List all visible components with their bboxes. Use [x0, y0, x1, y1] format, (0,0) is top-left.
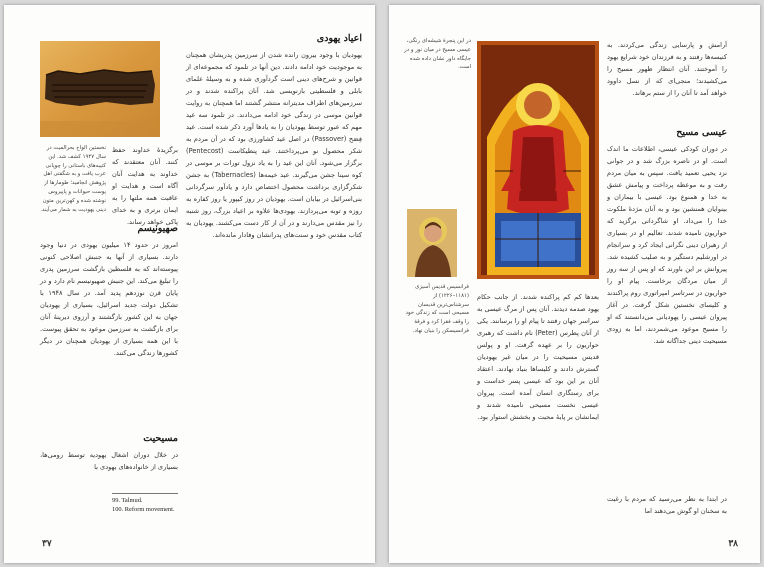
- bottom-text: در ابتدا به نظر می‌رسید که مردم با رغبت به سخنان او گوش می‌دهند اما: [607, 495, 727, 515]
- left-page: [4, 5, 375, 563]
- lower-text: بعدها کم کم پراکنده شدند. از جانب حکام یهود صدمه دیدند. آنان پس از مرگ عیسی به سراسر جهان رفتند تا پیام او را برسانند. یکی از آنان پطرس (Peter) نام داشت که رهبری حواریون را بر عهده گرفت. او و پولس قدیس مسیحیت را در میان غیر یهودیان گسترش دادند و کلیساها بنیاد نهادند. اعتقاد آنان بر این بود که عیسی پسر خداست و برای رستگاری انسان آمده است. پیروان عیسی نخست مسیحی نامیده شدند و ایمانشان بر پایهٔ محبت و بخشش استوار بود.: [477, 293, 600, 421]
- jewish-holidays-heading: اعیاد یهودی: [316, 33, 362, 44]
- top-text: آرامش و پارسایی زندگی می‌کردند. به کنیسه‌ها رفتند و به فرزندان خود شرایع یهود را آموختند. آنان انتظار ظهور مسیح را می‌کشیدند؛ منجی‌ای که از نسل داوود خواهد آمد تا آنان را از ستم برهاند.: [607, 41, 727, 97]
- page-number: ۳۷: [42, 539, 52, 549]
- footnote-rule: [112, 493, 178, 494]
- zionism-text: امروز در حدود ۱۴ میلیون یهودی در دنیا وجود دارند. بسیاری از آنها به جنبش اصلاحی کنونی پیوسته‌اند که به فلسطین بازگشت سرزمین پدری را تبلیغ می‌کند. این جنبش صهیونیسم نام دارد و در پایان قرن نوزدهم پدید آمد. در سال ۱۹۴۸ با تشکیل دولت جدید اسرائیل، بسیاری از یهودیان جهان به این کشور بازگشتند و آرزوی دیرینهٔ آنان برای بازگشت به سرزمین موعود به تحقق پیوست. با این همه بسیاری از یهودیان همچنان در دیگر کشورها زندگی می‌کنند.: [40, 241, 179, 357]
- scroll-illustration: [40, 41, 160, 137]
- jesus-heading: عیسی مسیح: [676, 127, 727, 138]
- dead-sea-scroll-image: [40, 41, 160, 137]
- jewish-holidays-text: یهودیان با وجود بیرون رانده شدن از سرزمین پدریشان همچنان به موجودیت خود ادامه دادند. دین آنها در تلمود که مجموعه‌ای از قوانین و شرح‌های دینی است گردآوری شده و به وسیلهٔ علمای بابلی و فلسطینی بازنویسی شد. آنان پراکنده شدند و در سرزمین‌های اطراف مدیترانه منتشر گشتند اما همچنان به روایت قوانین موسی در زندگی خود ادامه می‌دادند. در تلمود سه عید مهم که عبور توسط یهودیان را به یادها آورد ذکر شده است. عید فِصَح (Passover) در اصل عید کشاورزی بود که در آن مردم به شکر محصول نو می‌پرداختند. عید پنطیکاست (Pentecost) برگزار می‌شود. آنان این عید را به یاد نزول تورات بر موسی در کوه سینا جشن می‌گیرند. عید خیمه‌ها (Tabernacles) به جشن شکرگزاری برداشت محصول اختصاص دارد و یادآور سرگردانی بنی‌اسرائیل در بیابان است. یهودیان در روز کیپور یا روز کفاره به روزه و توبه می‌پردازند. یهودی‌ها علاوه بر اعیاد بزرگ، روز شنبه را نیز مقدس می‌دارند و در آن از کار دست می‌کشند. یهودیان به کتاب مقدس خود و سنت‌های پدرانشان وفادار مانده‌اند.: [186, 51, 362, 239]
- right-page: [389, 5, 760, 563]
- francis-caption: فرانسیس قدیس آسیزی (۱۱۸۱–۱۲۲۶) از سرشناس‌ترین قدیسان مسیحی است که زندگی خود را وقف فقرا کرد و فرقهٔ فرانسیسکن را بنیان نهاد.: [405, 284, 469, 334]
- stained-glass-window-image: [477, 41, 599, 279]
- zionism-heading: صهیونیسم: [137, 223, 178, 234]
- saint-francis-illustration: [407, 209, 457, 277]
- saint-francis-image: [407, 209, 457, 277]
- window-caption: در این پنجرهٔ شیشه‌ای رنگی، عیسی مسیح در میان نور و در جایگاه داور نشان داده شده است.: [404, 38, 471, 71]
- page-number: ۳۸: [728, 539, 738, 549]
- continuation-text: برگزیدهٔ خداوند حفظ کنند. آنان معتقدند که خداوند به هدایت آنان آگاه است و هدایت او عاقبت همه ملتها را به ایمان برتری و به خدای پاکی خواهد رساند.: [112, 146, 178, 226]
- footnote-item: 99. Talmud.: [112, 497, 143, 504]
- scroll-caption: نخستین الواح بحرالمیت در سال ۱۹۴۷ کشف شد. این کتیبه‌های باستانی را چوپانی عرب یافت و به شگفتی اهل پژوهش انجامید؛ طومارها از پوست حیوانات و پاپیروس نوشته شده و کهن‌ترین متون دینی یهودیت به شمار می‌آیند.: [40, 145, 106, 213]
- footnotes: [112, 496, 192, 514]
- christianity-heading: مسیحیت: [143, 433, 178, 444]
- main-text: در دوران کودکی عیسی، اطلاعات ما اندک است. او در ناصره بزرگ شد و در جوانی نزد یحیی تعمید یافت. سپس به میان مردم رفت و به موعظه پرداخت و پیامش عشق به خدا و همنوع بود. عیسی با بیماران و بینوایان همنشین بود و به آنان مژدهٔ ملکوت خدا را می‌داد. او شاگردانی برگزید که حواریون نامیده شدند. تعالیم او در بسیاری از رهبران دینی نگرانی ایجاد کرد و سرانجام در اورشلیم دستگیر و به صلیب کشیده شد. پیروانش بر این باورند که او پس از سه روز از میان مردگان برخاست. پیام او را حواریون در سرتاسر امپراتوری روم پراکندند و کلیسای نخستین شکل گرفت. در آغاز پیروان عیسی را یهودیانی می‌دانستند که او را مسیح موعود می‌شمردند، اما به زودی مسیحیت دینی جداگانه شد.: [607, 145, 727, 345]
- stained-glass-illustration: [477, 41, 599, 279]
- footnote-item: 100. Reform movement.: [112, 506, 175, 513]
- christianity-text: در خلال دوران اشغال یهودیه توسط رومی‌ها، بسیاری از خانواده‌های یهودی با: [40, 451, 178, 471]
